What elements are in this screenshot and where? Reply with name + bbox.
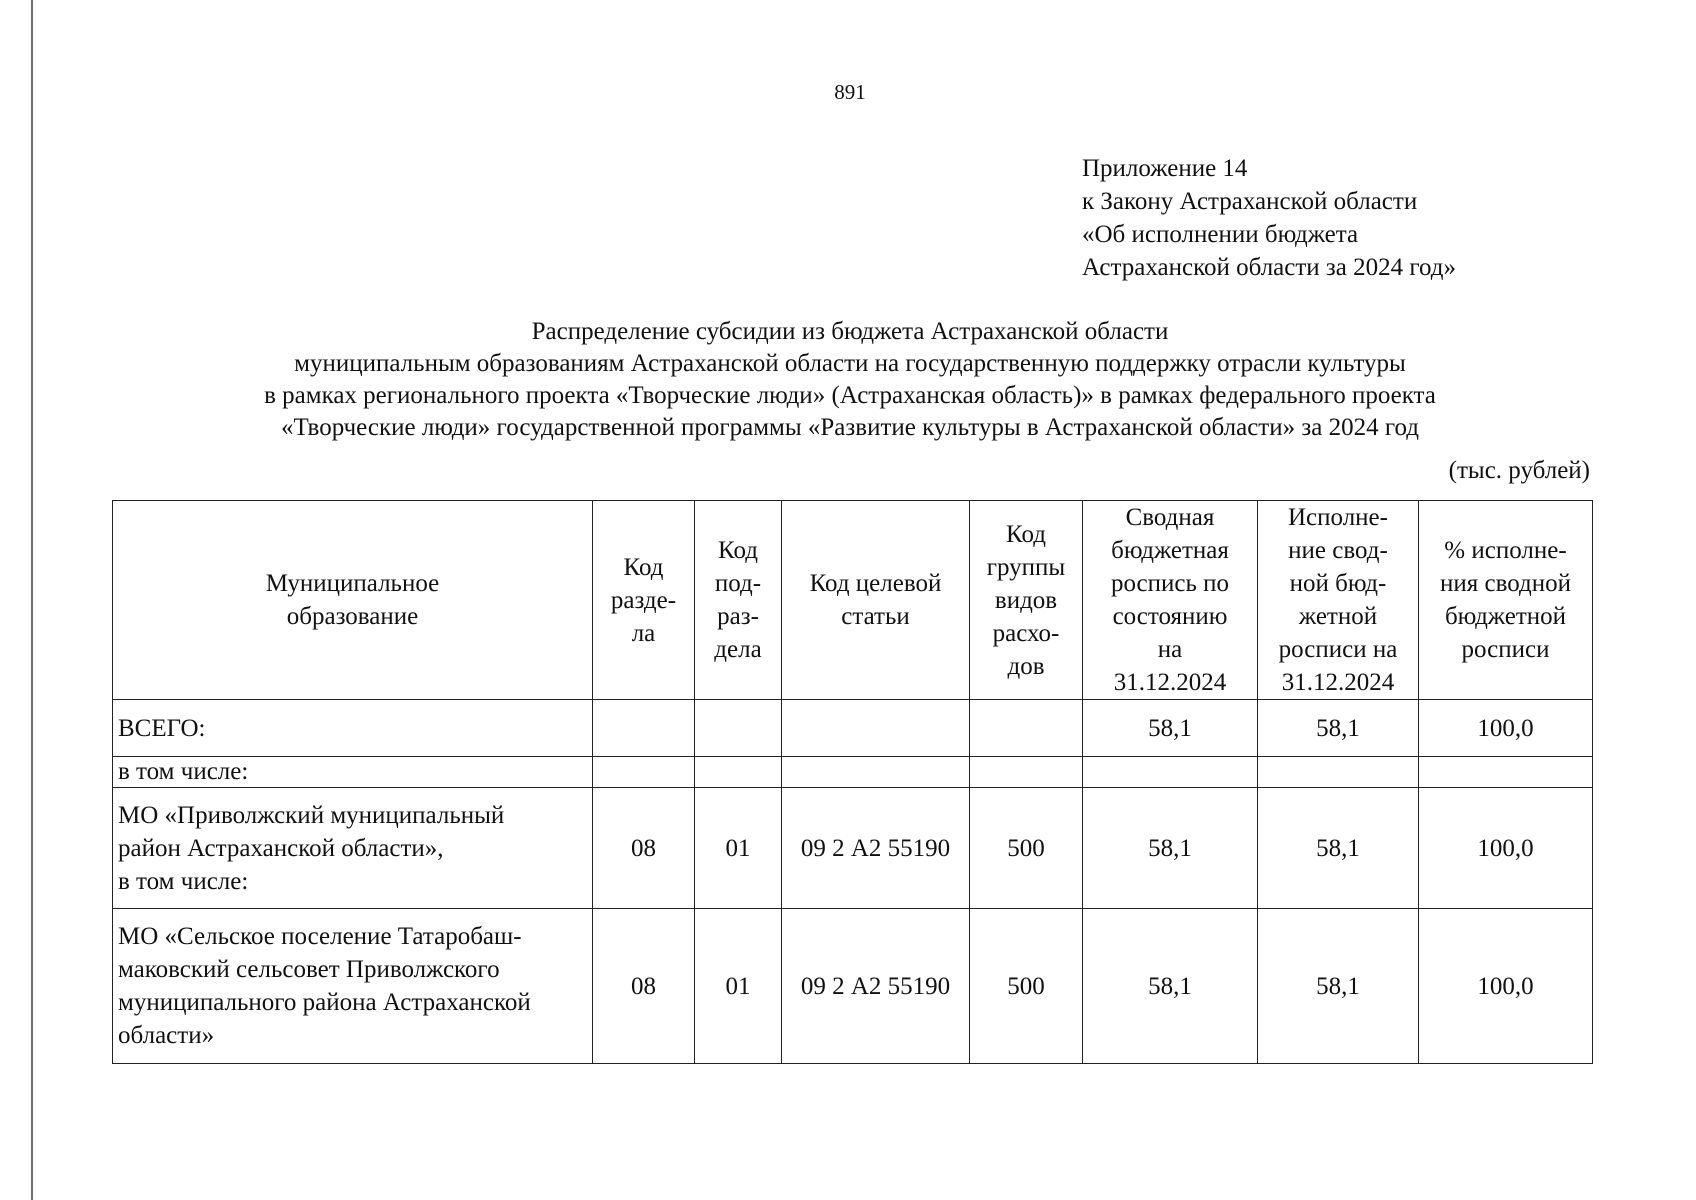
- units-label: (тыс. рублей): [1448, 457, 1590, 484]
- subsection-code: 01: [695, 788, 782, 909]
- header-subsection-code: Код под- раз- дела: [695, 501, 782, 700]
- document-title: [110, 316, 1590, 444]
- total-plan: 58,1: [1083, 700, 1258, 757]
- table-row: [113, 788, 1593, 909]
- section-code: 08: [593, 788, 695, 909]
- title-line: «Творческие люди» государственной программы «Развитие культуры в Астраханской области» за 2024 год: [281, 414, 1419, 441]
- header-execution-percent: % исполне- ния сводной бюджетной росписи: [1419, 501, 1593, 700]
- header-budget-plan: Сводная бюджетная роспись по состоянию на 31.12.2024: [1083, 501, 1258, 700]
- including-label: в том числе:: [113, 757, 593, 788]
- total-label: ВСЕГО:: [113, 700, 593, 757]
- total-percent: 100,0: [1419, 700, 1593, 757]
- appendix-line: к Закону Астраханской области: [1082, 188, 1418, 215]
- target-code: 09 2 А2 55190: [782, 909, 970, 1064]
- title-line: муниципальным образованиям Астраханской области на государственную поддержку отрасли культуры: [294, 350, 1406, 377]
- page-margin-line: [31, 0, 33, 1200]
- appendix-line: Приложение 14: [1082, 155, 1248, 182]
- target-code: 09 2 А2 55190: [782, 788, 970, 909]
- table-row-total: [113, 700, 1593, 757]
- header-target-code: Код целевой статьи: [782, 501, 970, 700]
- subsidy-table: [112, 500, 1593, 1064]
- title-line: Распределение субсидии из бюджета Астраханской области: [531, 318, 1169, 345]
- budget-plan-value: 58,1: [1083, 788, 1258, 909]
- table-header-row: [113, 501, 1593, 700]
- total-subsection: [695, 700, 782, 757]
- execution-value: 58,1: [1258, 788, 1419, 909]
- header-section-code: Код разде- ла: [593, 501, 695, 700]
- execution-percent: 100,0: [1419, 909, 1593, 1064]
- execution-percent: 100,0: [1419, 788, 1593, 909]
- total-target: [782, 700, 970, 757]
- expense-group-code: 500: [970, 909, 1083, 1064]
- subsection-code: 01: [695, 909, 782, 1064]
- header-municipality: Муниципальное образование: [113, 501, 593, 700]
- execution-value: 58,1: [1258, 909, 1419, 1064]
- appendix-line: Астраханской области за 2024 год»: [1082, 254, 1457, 281]
- municipality-name: МО «Приволжский муниципальный район Астраханской области», в том числе:: [113, 788, 593, 909]
- expense-group-code: 500: [970, 788, 1083, 909]
- table-row-including: [113, 757, 1593, 788]
- title-line: в рамках регионального проекта «Творческие люди» (Астраханская область)» в рамках федерального проекта: [264, 382, 1436, 409]
- municipality-name: МО «Сельское поселение Татаробаш- маковский сельсовет Приволжского муниципального района Астраханской области»: [113, 909, 593, 1064]
- header-expense-group-code: Код группы видов расхо- дов: [970, 501, 1083, 700]
- total-executed: 58,1: [1258, 700, 1419, 757]
- page-number: 891: [834, 80, 866, 104]
- table-row: [113, 909, 1593, 1064]
- section-code: 08: [593, 909, 695, 1064]
- header-execution: Исполне- ние свод- ной бюд- жетной росписи на 31.12.2024: [1258, 501, 1419, 700]
- budget-plan-value: 58,1: [1083, 909, 1258, 1064]
- appendix-reference: [1082, 152, 1456, 284]
- total-group: [970, 700, 1083, 757]
- appendix-line: «Об исполнении бюджета: [1082, 221, 1359, 248]
- total-section: [593, 700, 695, 757]
